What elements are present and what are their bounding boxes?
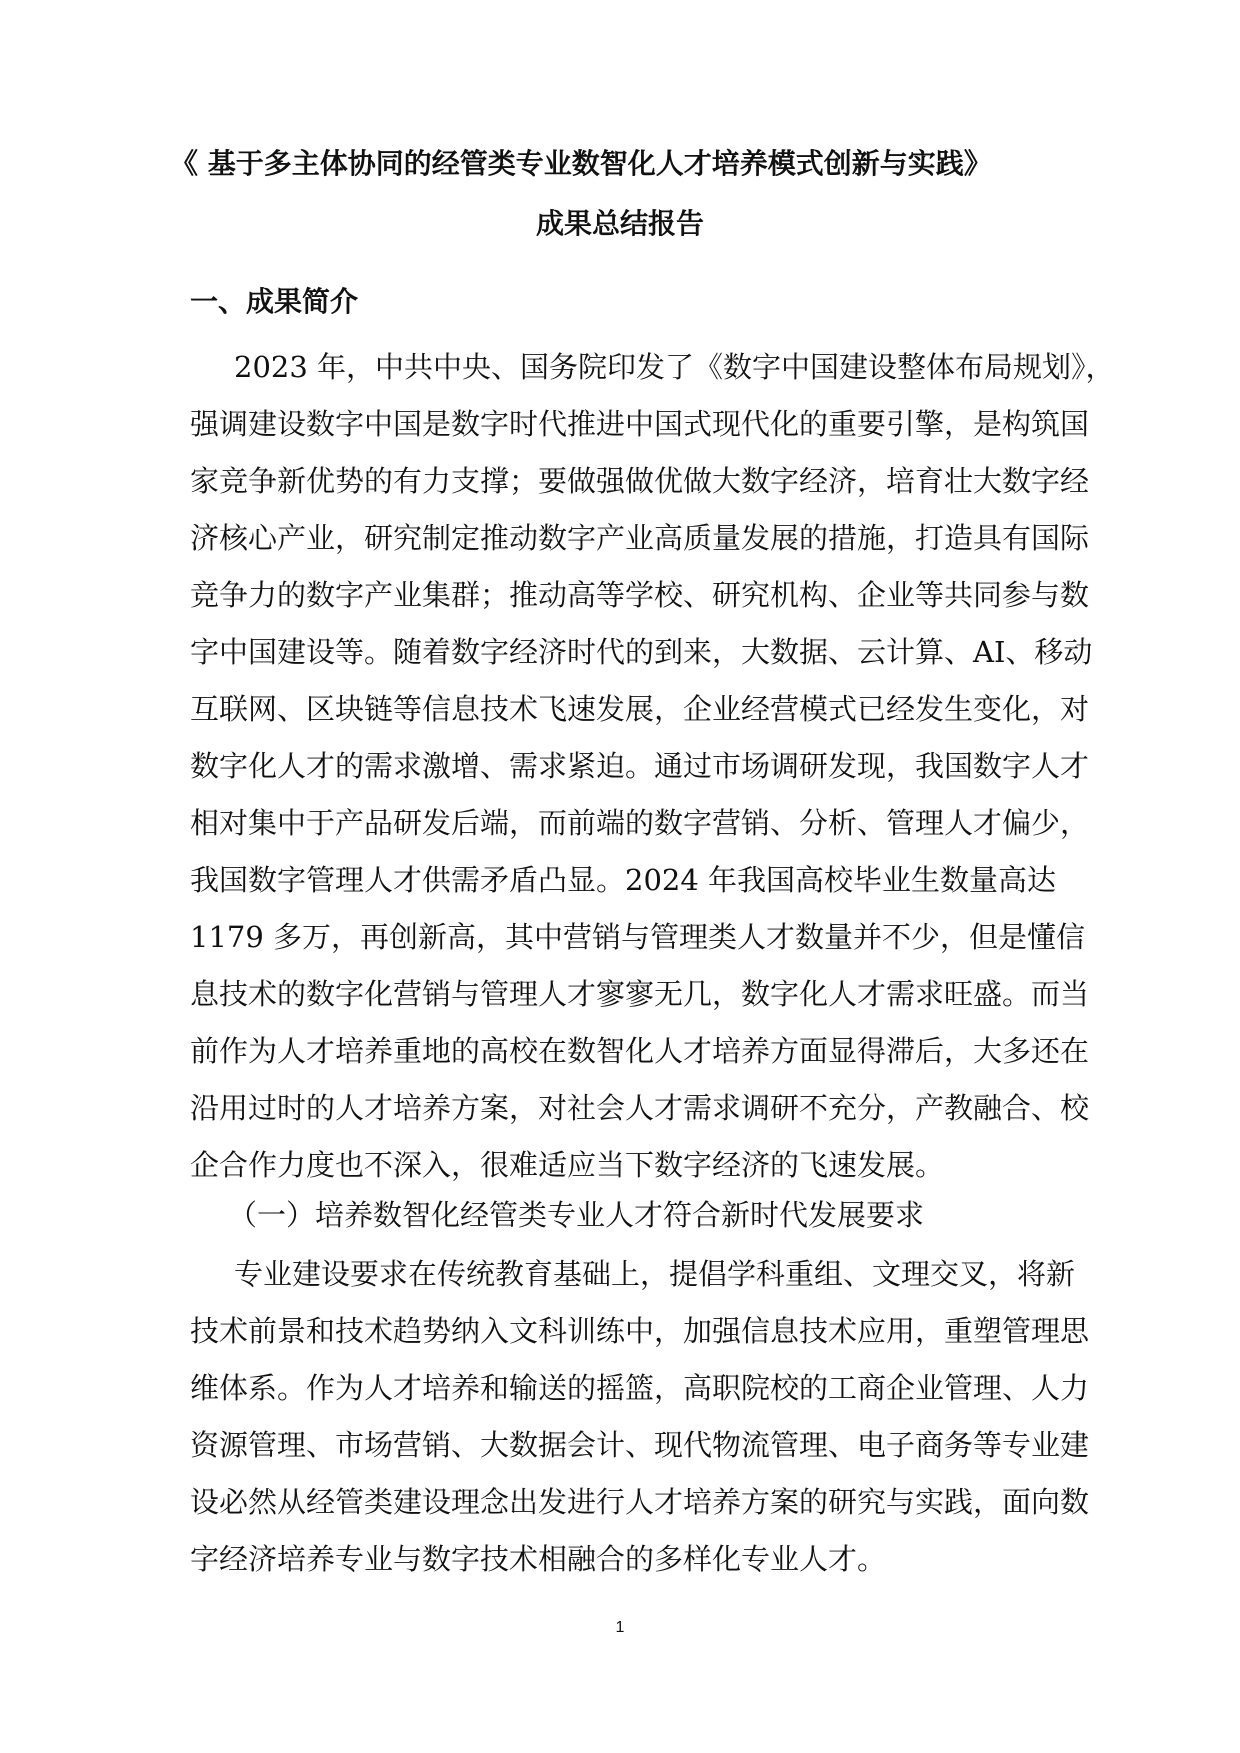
paragraph-line: 1179 多万，再创新高，其中营销与管理类人才数量并不少，但是懂信 xyxy=(190,920,1086,954)
paragraph-line: 息技术的数字化营销与管理人才寥寥无几，数字化人才需求旺盛。而当 xyxy=(190,977,1090,1011)
paragraph-line: 我国数字管理人才供需矛盾凸显。2024 年我国高校毕业生数量高达 xyxy=(190,863,1057,897)
paragraph-line: 数字化人才的需求激增、需求紧迫。通过市场调研发现，我国数字人才 xyxy=(190,749,1090,783)
paragraph-line: 专业建设要求在传统教育基础上，提倡学科重组、文理交叉，将新 xyxy=(234,1257,1076,1291)
paragraph-line: 前作为人才培养重地的高校在数智化人才培养方面显得滞后，大多还在 xyxy=(190,1034,1090,1068)
paragraph-line: 2023 年，中共中央、国务院印发了《数字中国建设整体布局规划》， xyxy=(234,350,1115,384)
subsection-1-paragraph xyxy=(190,1246,1090,1588)
report-subtitle: 成果总结报告 xyxy=(535,207,704,240)
paragraph-line: 字经济培养专业与数字技术相融合的多样化专业人才。 xyxy=(190,1542,887,1576)
paragraph-line: 沿用过时的人才培养方案，对社会人才需求调研不充分，产教融合、校 xyxy=(190,1091,1090,1125)
subsection-heading-1: （一）培养数智化经管类专业人才符合新时代发展要求 xyxy=(228,1198,925,1232)
paragraph-line: 互联网、区块链等信息技术飞速发展，企业经营模式已经发生变化，对 xyxy=(190,692,1090,726)
paragraph-line: 相对集中于产品研发后端，而前端的数字营销、分析、管理人才偏少， xyxy=(190,806,1090,840)
section-1-paragraph xyxy=(190,339,1115,1194)
page-number: 1 xyxy=(615,1619,625,1636)
paragraph-line: 技术前景和技术趋势纳入文科训练中，加强信息技术应用，重塑管理思 xyxy=(190,1314,1090,1348)
paragraph-line: 竞争力的数字产业集群；推动高等学校、研究机构、企业等共同参与数 xyxy=(190,578,1090,612)
paragraph-line: 家竞争新优势的有力支撑；要做强做优做大数字经济，培育壮大数字经 xyxy=(190,464,1090,498)
paragraph-line: 企合作力度也不深入，很难适应当下数字经济的飞速发展。 xyxy=(190,1148,945,1182)
report-title: 《 基于多主体协同的经管类专业数智化人才培养模式创新与实践》 xyxy=(170,147,992,180)
section-heading-1: 一、成果简介 xyxy=(190,285,359,318)
paragraph-line: 字中国建设等。随着数字经济时代的到来，大数据、云计算、AI、移动 xyxy=(190,635,1093,669)
paragraph-line: 维体系。作为人才培养和输送的摇篮，高职院校的工商企业管理、人力 xyxy=(190,1371,1090,1405)
paragraph-line: 济核心产业，研究制定推动数字产业高质量发展的措施，打造具有国际 xyxy=(190,521,1090,555)
paragraph-line: 强调建设数字中国是数字时代推进中国式现代化的重要引擎，是构筑国 xyxy=(190,407,1090,441)
paragraph-line: 资源管理、市场营销、大数据会计、现代物流管理、电子商务等专业建 xyxy=(190,1428,1090,1462)
paragraph-line: 设必然从经管类建设理念出发进行人才培养方案的研究与实践，面向数 xyxy=(190,1485,1090,1519)
